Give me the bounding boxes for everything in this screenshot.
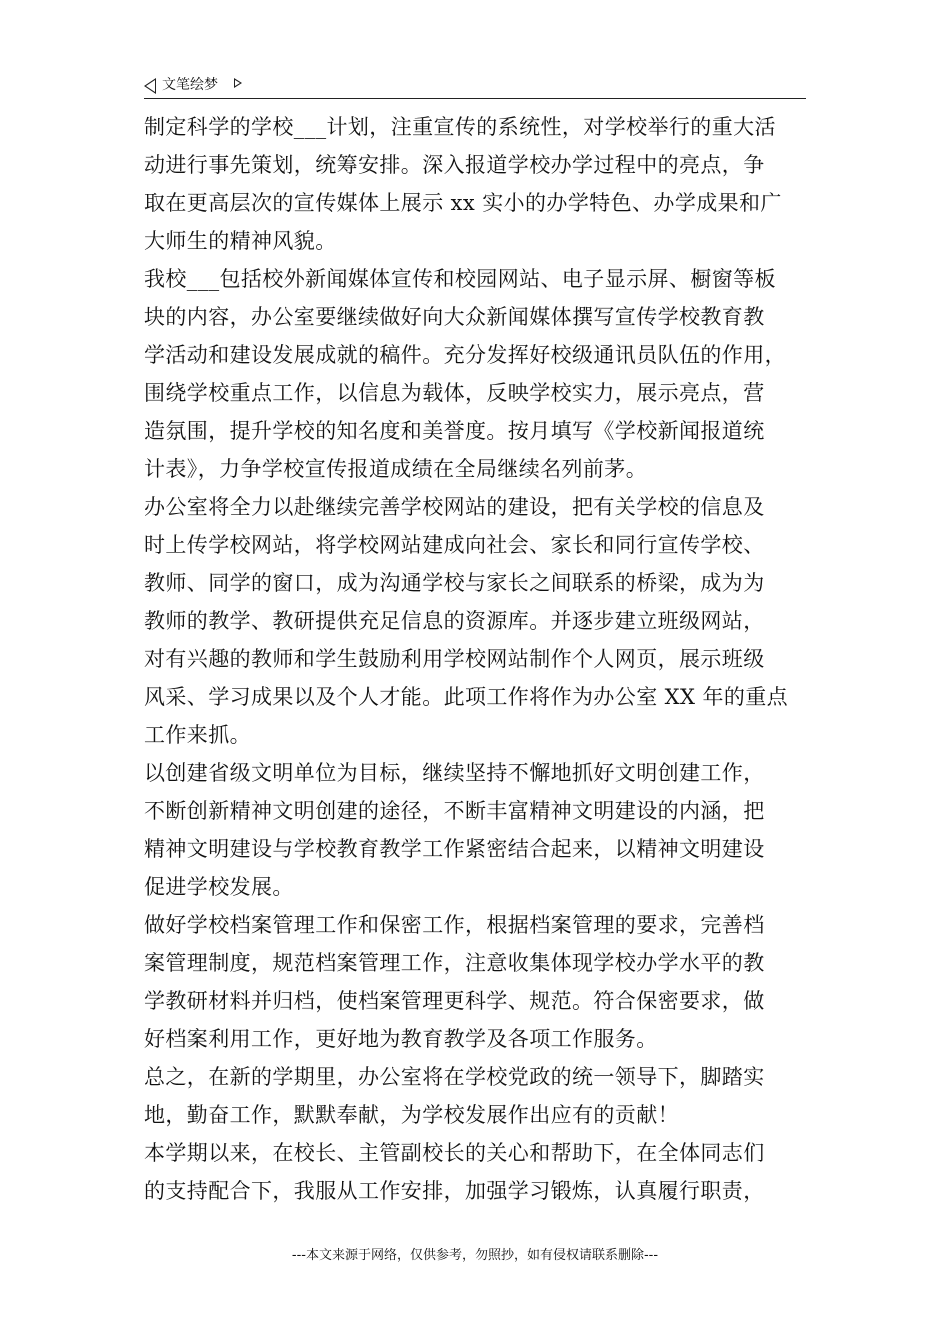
header-brand: 文笔绘梦 [162,77,218,93]
footer-notice: ---本文来源于网络，仅供参考，勿照抄，如有侵权请联系删除--- [291,1248,659,1263]
text-line: 我校___包括校外新闻媒体宣传和校园网站、电子显示屏、橱窗等板 [144,267,776,291]
text-line: 总之，在新的学期里，办公室将在学校党政的统一领导下，脚踏实 [144,1065,765,1089]
text-line: 制定科学的学校___计划，注重宣传的系统性，对学校举行的重大活 [144,115,776,139]
text-line: 造氛围，提升学校的知名度和美誉度。按月填写《学校新闻报道统 [144,419,765,443]
page-header [144,74,806,99]
paragraph [144,108,810,260]
text-line: 好档案利用工作，更好地为教育教学及各项工作服务。 [144,1027,658,1051]
text-line: 风采、学习成果以及个人才能。此项工作将作为办公室 XX 年的重点 [144,685,789,709]
paragraph [144,1134,810,1210]
text-line: 不断创新精神文明创建的途径，不断丰富精神文明建设的内涵，把 [144,799,765,823]
text-line: 对有兴趣的教师和学生鼓励利用学校网站制作个人网页，展示班级 [144,647,765,671]
document-body [144,108,810,1210]
text-line: 工作来抓。 [144,723,251,747]
text-line: 取在更高层次的宣传媒体上展示 xx 实小的办学特色、办学成果和广 [144,191,782,215]
paragraph [144,260,810,488]
text-line: 教师、同学的窗口，成为沟通学校与家长之间联系的桥梁，成为为 [144,571,765,595]
triangle-right-icon [234,78,242,88]
paragraph [144,754,810,906]
text-line: 块的内容，办公室要继续做好向大众新闻媒体撰写宣传学校教育教 [144,305,765,329]
text-line: 办公室将全力以赴继续完善学校网站的建设，把有关学校的信息及 [144,495,765,519]
text-line: 地，勤奋工作，默默奉献，为学校发展作出应有的贡献！ [144,1103,679,1127]
text-line: 大师生的精神风貌。 [144,229,337,253]
text-line: 本学期以来，在校长、主管副校长的关心和帮助下，在全体同志们 [144,1141,765,1165]
triangle-left-icon [144,78,156,94]
text-line: 学活动和建设发展成就的稿件。充分发挥好校级通讯员队伍的作用， [144,343,786,367]
text-line: 做好学校档案管理工作和保密工作，根据档案管理的要求，完善档 [144,913,765,937]
text-line: 的支持配合下，我服从工作安排，加强学习锻炼，认真履行职责， [144,1179,765,1203]
paragraph [144,488,810,754]
text-line: 以创建省级文明单位为目标，继续坚持不懈地抓好文明创建工作， [144,761,765,785]
text-line: 案管理制度，规范档案管理工作，注意收集体现学校办学水平的教 [144,951,765,975]
text-line: 围绕学校重点工作，以信息为载体，反映学校实力，展示亮点，营 [144,381,765,405]
paragraph [144,1058,810,1134]
text-line: 计表》，力争学校宣传报道成绩在全局继续名列前茅。 [144,457,648,481]
text-line: 教师的教学、教研提供充足信息的资源库。并逐步建立班级网站， [144,609,765,633]
text-line: 时上传学校网站，将学校网站建成向社会、家长和同行宣传学校、 [144,533,765,557]
text-line: 精神文明建设与学校教育教学工作紧密结合起来，以精神文明建设 [144,837,765,861]
text-line: 促进学校发展。 [144,875,294,899]
paragraph [144,906,810,1058]
text-line: 学教研材料并归档，使档案管理更科学、规范。符合保密要求，做 [144,989,765,1013]
text-line: 动进行事先策划，统筹安排。深入报道学校办学过程中的亮点，争 [144,153,765,177]
